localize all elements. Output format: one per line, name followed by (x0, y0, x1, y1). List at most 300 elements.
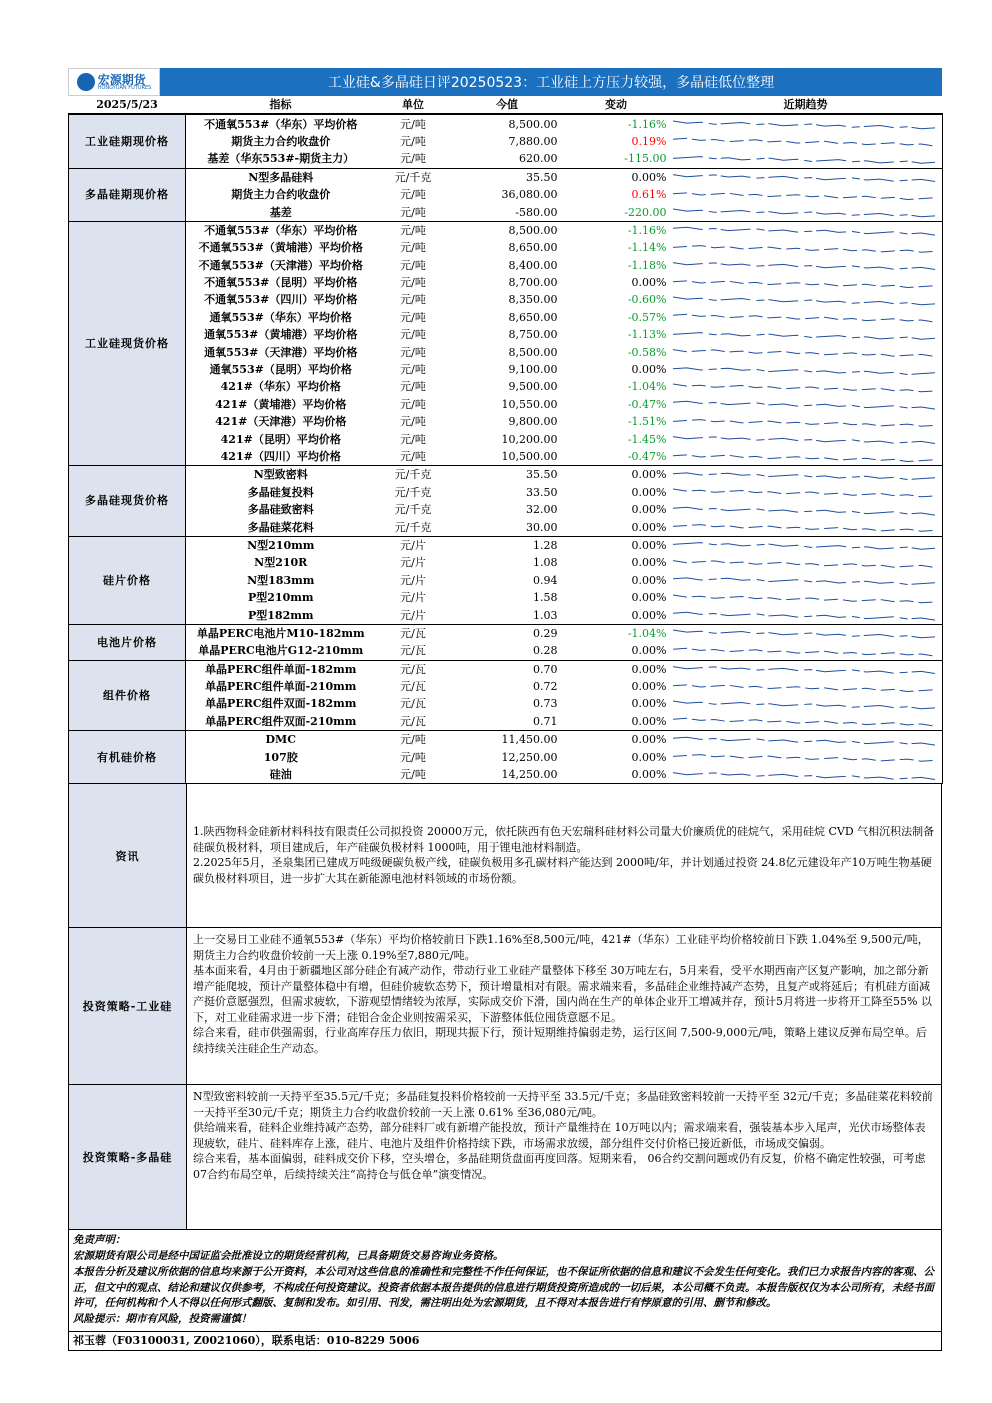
unit-cell: 元/吨 (400, 750, 426, 764)
change-cell: -1.04% (627, 380, 667, 394)
sparkline-path (673, 315, 935, 323)
unit-cell: 元/瓦 (400, 697, 426, 711)
trend-cell (669, 203, 943, 221)
change-cell: -1.04% (627, 626, 667, 640)
change-cell: 0.00% (564, 518, 669, 536)
change-cell: -1.16% (627, 117, 667, 131)
company-logo (68, 68, 160, 96)
change-cell: -1.14% (627, 241, 667, 255)
sparkline-path (673, 543, 935, 550)
indicator-cell: 不通氧553#（四川）平均价格 (204, 293, 358, 307)
unit-cell: 元/吨 (400, 188, 426, 202)
unit-cell: 元/吨 (400, 363, 426, 377)
trend-cell (669, 606, 943, 624)
strategy-poly-block (68, 1085, 942, 1230)
value-cell: 0.28 (451, 642, 564, 660)
col-today: 今值 (451, 96, 564, 114)
trend-cell (669, 114, 943, 132)
change-cell: 0.00% (631, 468, 667, 482)
section-label: 多晶硅期现价格 (69, 168, 186, 221)
table-row (69, 695, 943, 712)
unit-cell: 元/吨 (400, 397, 426, 411)
value-cell: 0.94 (533, 573, 558, 587)
trend-cell (669, 695, 943, 712)
indicator-cell: 通氧553#（华东）平均价格 (209, 310, 352, 324)
indicator-cell: 单晶PERC电池片G12-210mm (186, 642, 376, 660)
change-cell: 0.00% (564, 766, 669, 784)
unit-cell: 元/片 (400, 591, 426, 605)
sparkline-path (673, 560, 935, 567)
sparkline-icon (669, 187, 939, 203)
value-cell: 8,750.00 (508, 328, 558, 342)
table-row (69, 413, 943, 430)
value-cell: 1.03 (451, 606, 564, 624)
value-cell: 14,250.00 (451, 766, 564, 784)
change-cell: 0.00% (631, 538, 667, 552)
unit-cell: 元/瓦 (376, 642, 451, 660)
unit-cell: 元/吨 (400, 293, 426, 307)
value-cell: 32.00 (526, 503, 558, 517)
sparkline-icon (669, 572, 939, 588)
col-indicator: 指标 (186, 96, 376, 114)
change-cell: -0.60% (627, 293, 667, 307)
trend-cell (669, 501, 943, 518)
sparkline-icon (669, 327, 939, 343)
value-cell: 35.50 (526, 468, 558, 482)
strategy-si-p2: 基本面来看，4月由于新疆地区部分硅企有减产动作，带动行业工业硅产量整体下移至 30万吨左右，5月来看，受平水期西南产区复产影响，加之部分新增产能爬坡，预计产量整体稳中有增，但硅价疲软态势下，预计增量相对有限。需求端来看，多晶硅企业维持减产态势，且复产或将延后；有机硅方面减产挺价意愿强烈，但需求疲软，下游观望情绪较为浓厚，实际成交价下滑，国内尚在生产的单体企业开工增减并存，预计5月将进一步将开工降至55% 以下，对工业硅需求进一步下滑；硅铝合金企业则按需采买，下游整体低位囤货意愿不足。 (193, 964, 932, 1024)
value-cell: 0.29 (533, 626, 558, 640)
contact-phone: ，联系电话：010-8229 5006 (260, 1334, 420, 1348)
sparkline-icon (669, 713, 939, 729)
table-row (69, 589, 943, 606)
change-cell: -220.00 (564, 203, 669, 221)
change-cell: 0.00% (631, 591, 667, 605)
sparkline-path (673, 437, 935, 444)
indicator-cell: 不通氧553#（华东）平均价格 (204, 117, 358, 131)
change-cell: -0.57% (627, 310, 667, 324)
value-cell: -580.00 (451, 203, 564, 221)
trend-cell (669, 518, 943, 536)
strategy-poly-label: 投资策略-多晶硅 (69, 1085, 187, 1229)
sparkline-path (673, 667, 935, 674)
sparkline-icon (669, 661, 939, 677)
trend-cell (669, 133, 943, 150)
change-cell: 0.00% (631, 573, 667, 587)
value-cell: 9,500.00 (508, 380, 558, 394)
strategy-si-label: 投资策略-工业硅 (69, 928, 187, 1084)
indicator-cell: 期货主力合约收盘价 (231, 188, 331, 202)
change-cell: -1.45% (627, 432, 667, 446)
table-row (69, 518, 943, 536)
col-change: 变动 (564, 96, 669, 114)
sparkline-path (673, 612, 935, 620)
report-header (68, 68, 942, 96)
table-row (69, 114, 943, 132)
sparkline-path (673, 175, 935, 182)
change-cell: -0.58% (627, 345, 667, 359)
col-unit: 单位 (376, 96, 451, 114)
indicator-cell: P型210mm (247, 591, 314, 605)
value-cell: 9,800.00 (508, 415, 558, 429)
change-cell: -1.13% (627, 328, 667, 342)
indicator-cell: N型210R (254, 556, 308, 570)
indicator-cell: 不通氧553#（黄埔港）平均价格 (198, 241, 363, 255)
unit-cell: 元/千克 (376, 518, 451, 536)
sparkline-icon (669, 696, 939, 712)
change-cell: -0.47% (627, 397, 667, 411)
report-title: 工业硅&多晶硅日评20250523：工业硅上方压力较强，多晶硅低位整理 (160, 68, 942, 96)
news-label: 资讯 (69, 784, 187, 927)
change-cell: 0.00% (631, 556, 667, 570)
value-cell: 8,650.00 (508, 241, 558, 255)
sparkline-path (673, 121, 935, 129)
indicator-cell: 多晶硅菜花料 (186, 518, 376, 536)
sparkline-path (673, 595, 935, 603)
unit-cell: 元/吨 (376, 448, 451, 466)
indicator-cell: N型多晶硅料 (248, 170, 314, 184)
unit-cell: 元/吨 (400, 432, 426, 446)
sparkline-icon (669, 116, 939, 132)
sparkline-path (673, 489, 935, 497)
indicator-cell: 通氧553#（黄埔港）平均价格 (204, 328, 358, 342)
value-cell: 8,400.00 (508, 258, 558, 272)
indicator-cell: 单晶PERC电池片M10-182mm (196, 626, 365, 640)
sparkline-icon (669, 362, 939, 378)
table-row (69, 572, 943, 589)
unit-cell: 元/吨 (400, 415, 426, 429)
trend-cell (669, 536, 943, 554)
sparkline-icon (669, 467, 939, 483)
unit-cell: 元/吨 (400, 733, 426, 747)
section-label: 硅片价格 (69, 536, 186, 624)
section-label: 电池片价格 (69, 624, 186, 660)
change-cell: 0.00% (631, 503, 667, 517)
trend-cell (669, 572, 943, 589)
value-cell: 30.00 (451, 518, 564, 536)
indicator-cell: 421#（昆明）平均价格 (220, 432, 341, 446)
trend-cell (669, 642, 943, 660)
indicator-cell: 多晶硅复投料 (247, 485, 314, 499)
report-date: 2025/5/23 (69, 96, 186, 114)
trend-cell (669, 309, 943, 326)
disclaimer-body: 本报告分析及建议所依据的信息均来源于公开资料，本公司对这些信息的准确性和完整性不作任何保证，也不保证所依据的信息和建议不会发生任何变化。我们已力求报告内容的客观、公正，但文中的观点、结论和建议仅供参考，不构成任何投资建议。投资者依据本报告提供的信息进行期货投资所造成的一切后果，本公司概不负责。本报告版权仅为本公司所有，未经书面许可，任何机构和个人不得以任何形式翻版、复制和发布。如引用、刊发，需注明出处为宏源期货，且不得对本报告进行有悖原意的引用、删节和修改。 (73, 1265, 934, 1310)
change-cell: -1.16% (627, 223, 667, 237)
sparkline-path (673, 350, 935, 357)
table-row (69, 642, 943, 660)
indicator-cell: DMC (265, 733, 296, 747)
strategy-poly-p1: N型致密料较前一天持平至35.5元/千克；多晶硅复投料价格较前一天持平至 33.5元/千克；多晶硅致密料较前一天持平至 32元/千克；多晶硅菜花料较前一天持平至30元/千克；期货主力合约收盘价较前一天上涨 0.61% 至36,080元/吨。 (193, 1090, 933, 1119)
indicator-cell: 单晶PERC组件单面-182mm (205, 662, 357, 676)
table-row (69, 430, 943, 447)
logo-en: HONGYUAN FUTURES (97, 84, 152, 91)
trend-cell (669, 713, 943, 731)
sparkline-path (673, 156, 935, 163)
unit-cell: 元/瓦 (400, 662, 426, 676)
unit-cell: 元/吨 (376, 766, 451, 784)
sparkline-path (673, 139, 935, 147)
sparkline-icon (669, 749, 939, 765)
sparkline-icon (669, 590, 939, 606)
sparkline-path (673, 684, 935, 691)
table-row (69, 448, 943, 466)
value-cell: 1.58 (533, 591, 558, 605)
sparkline-icon (669, 484, 939, 500)
news-item-2: 2.2025年5月，圣泉集团已建成万吨级硬碳负极产线，硅碳负极用多孔碳材料产能达到 2000吨/年，并计划通过投资 24.8亿元建设年产10万吨生物基硬碳负极材料项目，进一步扩大其在新能源电池材料领域的市场份额。 (193, 856, 932, 885)
table-row (69, 221, 943, 239)
sparkline-path (673, 209, 935, 217)
section-label: 组件价格 (69, 660, 186, 731)
trend-cell (669, 766, 943, 784)
sparkline-path (673, 737, 935, 745)
value-cell: 10,500.00 (451, 448, 564, 466)
trend-cell (669, 326, 943, 343)
table-row (69, 766, 943, 784)
value-cell: 10,550.00 (501, 397, 558, 411)
strategy-si-block (68, 928, 942, 1085)
indicator-cell: 多晶硅致密料 (247, 503, 314, 517)
value-cell: 33.50 (526, 485, 558, 499)
table-row (69, 326, 943, 343)
indicator-cell: 基差 (186, 203, 376, 221)
section-label: 工业硅现货价格 (69, 221, 186, 465)
table-row (69, 678, 943, 695)
value-cell: 36,080.00 (501, 188, 558, 202)
unit-cell: 元/吨 (376, 203, 451, 221)
col-trend: 近期趋势 (669, 96, 943, 114)
change-cell: -1.51% (627, 415, 667, 429)
sparkline-icon (669, 625, 939, 641)
indicator-cell: 不通氧553#（昆明）平均价格 (204, 276, 358, 290)
trend-cell (669, 430, 943, 447)
trend-cell (669, 731, 943, 749)
table-row (69, 396, 943, 413)
trend-cell (669, 660, 943, 678)
trend-cell (669, 150, 943, 168)
sparkline-path (673, 772, 935, 779)
sparkline-icon (669, 275, 939, 291)
sparkline-path (673, 648, 935, 656)
table-header-row (69, 96, 943, 114)
sparkline-path (673, 384, 935, 392)
sparkline-path (673, 701, 935, 709)
sparkline-icon (669, 679, 939, 695)
sparkline-path (673, 719, 935, 727)
table-row (69, 660, 943, 678)
unit-cell: 元/吨 (400, 134, 426, 148)
value-cell: 35.50 (526, 170, 558, 184)
trend-cell (669, 448, 943, 466)
indicator-cell: N型183mm (247, 573, 315, 587)
unit-cell: 元/吨 (400, 276, 426, 290)
sparkline-icon (669, 449, 939, 465)
change-cell: 0.00% (631, 733, 667, 747)
sparkline-icon (669, 204, 939, 220)
sparkline-path (673, 630, 935, 638)
table-row (69, 168, 943, 186)
change-cell: 0.61% (631, 188, 667, 202)
table-row (69, 186, 943, 203)
sparkline-path (673, 193, 935, 200)
sparkline-path (673, 525, 935, 532)
value-cell: 12,250.00 (501, 750, 558, 764)
strategy-si-p3: 综合来看，硅市供强需弱，行业高库存压力依旧，期现共振下行，预计短期维持偏弱走势，运行区间 7,500-9,000元/吨，策略上建议反弹布局空单。后续持续关注硅企生产动态。 (193, 1026, 927, 1055)
unit-cell: 元/瓦 (376, 713, 451, 731)
change-cell: 0.00% (631, 276, 667, 290)
sparkline-path (673, 228, 935, 236)
unit-cell: 元/瓦 (400, 680, 426, 694)
unit-cell: 元/片 (376, 606, 451, 624)
sparkline-path (673, 263, 935, 270)
trend-cell (669, 748, 943, 765)
price-table (68, 96, 943, 784)
value-cell: 620.00 (451, 150, 564, 168)
indicator-cell: 硅油 (186, 766, 376, 784)
sparkline-path (673, 402, 935, 410)
sparkline-icon (669, 169, 939, 185)
section-label: 多晶硅现货价格 (69, 466, 186, 537)
sparkline-path (673, 578, 935, 585)
table-row (69, 133, 943, 150)
unit-cell: 元/吨 (400, 223, 426, 237)
unit-cell: 元/瓦 (400, 626, 426, 640)
disclaimer-title: 免责声明： (73, 1234, 126, 1247)
indicator-cell: 421#（天津港）平均价格 (215, 415, 347, 429)
change-cell: -1.18% (627, 258, 667, 272)
sparkline-icon (669, 396, 939, 412)
trend-cell (669, 221, 943, 239)
change-cell: 0.00% (631, 662, 667, 676)
sparkline-icon (669, 607, 939, 623)
sparkline-path (673, 507, 935, 515)
logo-cn: 宏源期货 (97, 72, 146, 87)
trend-cell (669, 168, 943, 186)
indicator-cell: 通氧553#（昆明）平均价格 (209, 363, 352, 377)
indicator-cell: 421#（华东）平均价格 (220, 380, 341, 394)
sparkline-icon (669, 643, 939, 659)
trend-cell (669, 678, 943, 695)
sparkline-path (673, 454, 935, 461)
value-cell: 10,200.00 (501, 432, 558, 446)
value-cell: 11,450.00 (501, 733, 558, 747)
value-cell: 0.73 (533, 697, 558, 711)
unit-cell: 元/千克 (394, 503, 432, 517)
value-cell: 8,500.00 (508, 345, 558, 359)
table-row (69, 239, 943, 256)
analyst-name: 祁玉蓉 (73, 1334, 106, 1348)
value-cell: 8,700.00 (508, 276, 558, 290)
change-cell: 0.19% (631, 134, 667, 148)
table-row (69, 343, 943, 360)
sparkline-icon (669, 344, 939, 360)
value-cell: 8,350.00 (508, 293, 558, 307)
indicator-cell: 不通氧553#（天津港）平均价格 (198, 258, 363, 272)
value-cell: 0.70 (533, 662, 558, 676)
value-cell: 8,500.00 (508, 223, 558, 237)
logo-mark-icon (77, 73, 95, 91)
unit-cell: 元/千克 (394, 485, 432, 499)
trend-cell (669, 361, 943, 378)
table-row (69, 501, 943, 518)
news-item-1: 1.陕西物科金硅新材料科技有限责任公司拟投资 20000万元，依托陕西有色天宏瑞科硅材料公司量大价廉质优的硅烷气，采用硅烷 CVD 气相沉积法制备硅碳负极材料，项目建成后，年产硅碳负极材料 1000吨，用于锂电池材料制造。 (193, 825, 935, 854)
table-row (69, 713, 943, 731)
indicator-cell: 107胶 (263, 750, 298, 764)
trend-cell (669, 484, 943, 501)
table-row (69, 203, 943, 221)
unit-cell: 元/千克 (394, 170, 432, 184)
sparkline-icon (669, 502, 939, 518)
indicator-cell: N型210mm (247, 538, 315, 552)
sparkline-icon (669, 379, 939, 395)
change-cell: -115.00 (564, 150, 669, 168)
report-sheet (68, 68, 942, 1351)
indicator-cell: 421#（四川）平均价格 (186, 448, 376, 466)
sparkline-icon (669, 292, 939, 308)
trend-cell (669, 396, 943, 413)
sparkline-icon (669, 431, 939, 447)
analyst-ids: （F03100031, Z0021060） (106, 1334, 261, 1348)
trend-cell (669, 624, 943, 642)
sparkline-path (673, 367, 935, 374)
sparkline-icon (669, 555, 939, 571)
table-row (69, 361, 943, 378)
table-row (69, 378, 943, 395)
trend-cell (669, 466, 943, 484)
indicator-cell: P型182mm (186, 606, 376, 624)
trend-cell (669, 589, 943, 606)
sparkline-path (673, 419, 935, 426)
change-cell: 0.00% (564, 642, 669, 660)
strategy-poly-p2: 供给端来看，硅料企业维持减产态势，部分硅料厂或有新增产能投放，预计产量维持在 10万吨以内；需求端来看，强装基本步入尾声，光伏市场整体表现疲软，硅片、硅料库存上涨，硅片、电池片及组件价格持续下跌，市场需求放缓，部分组件交付价格已接近新低，市场成交偏弱。 (193, 1121, 926, 1150)
table-row (69, 484, 943, 501)
value-cell: 7,880.00 (508, 134, 558, 148)
value-cell: 8,650.00 (508, 310, 558, 324)
indicator-cell: N型致密料 (253, 468, 308, 482)
change-cell: 0.00% (631, 170, 667, 184)
trend-cell (669, 239, 943, 256)
risk-warning: 风险提示：期市有风险，投资需谨慎！ (73, 1313, 252, 1326)
value-cell: 8,500.00 (508, 117, 558, 131)
trend-cell (669, 257, 943, 274)
sparkline-path (673, 473, 935, 480)
disclaimer-company: 宏源期货有限公司是经中国证监会批准设立的期货经营机构，已具备期货交易咨询业务资格。 (73, 1250, 504, 1263)
table-row (69, 624, 943, 642)
trend-cell (669, 186, 943, 203)
indicator-cell: 单晶PERC组件单面-210mm (205, 680, 357, 694)
table-row (69, 309, 943, 326)
sparkline-icon (669, 151, 939, 167)
sparkline-path (673, 245, 935, 252)
sparkline-icon (669, 732, 939, 748)
table-row (69, 291, 943, 308)
trend-cell (669, 413, 943, 430)
change-cell: 0.00% (631, 697, 667, 711)
indicator-cell: 基差（华东553#-期货主力） (186, 150, 376, 168)
indicator-cell: 单晶PERC组件双面-210mm (186, 713, 376, 731)
value-cell: 9,100.00 (508, 363, 558, 377)
footer-contact (68, 1332, 942, 1351)
trend-cell (669, 378, 943, 395)
unit-cell: 元/吨 (400, 310, 426, 324)
news-block (68, 784, 942, 928)
table-row (69, 536, 943, 554)
indicator-cell: 421#（黄埔港）平均价格 (215, 397, 347, 411)
table-row (69, 731, 943, 749)
trend-cell (669, 291, 943, 308)
table-row (69, 606, 943, 624)
unit-cell: 元/片 (400, 573, 426, 587)
trend-cell (669, 554, 943, 571)
value-cell: 0.72 (533, 680, 558, 694)
